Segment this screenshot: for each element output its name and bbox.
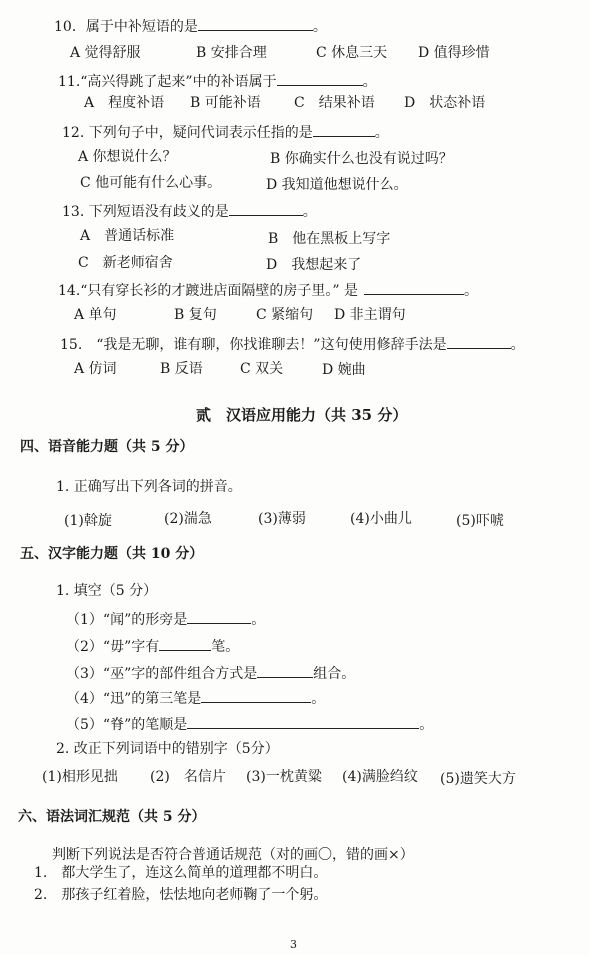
question-stem: 15. “我是无聊，谁有聊，你找谁聊去！”这句使用修辞手法是: [60, 337, 447, 353]
option-b: B 可能补语: [190, 95, 261, 111]
answer-blank[interactable]: [229, 201, 303, 216]
option-b: B 反语: [160, 361, 203, 377]
subquestion-title: 1. 填空（5 分）: [56, 583, 158, 599]
answer-blank[interactable]: [201, 688, 311, 703]
answer-blank[interactable]: [364, 280, 464, 295]
answer-blank[interactable]: [187, 714, 419, 729]
option-a: A 仿词: [74, 361, 117, 377]
option-d: D 婉曲: [322, 362, 366, 378]
fill-item-2: （2）“毋”字有 笔。: [66, 636, 239, 656]
word-item: (5)吓唬: [456, 513, 504, 529]
part-title: 贰 汉语应用能力（共 35 分）: [196, 406, 408, 424]
option-d: D 我知道他想说什么。: [266, 177, 408, 193]
option-c: C 休息三天: [316, 45, 388, 61]
option-c: C 结果补语: [294, 95, 375, 111]
answer-blank[interactable]: [159, 636, 211, 651]
option-a: A 程度补语: [84, 95, 165, 111]
fill-item-4: （4）“迅”的第三笔是 。: [66, 688, 325, 708]
option-b: B 安排合理: [196, 45, 267, 61]
word-item: (4)满脸绉纹: [342, 769, 418, 785]
question-stem: 12. 下列句子中，疑问代词表示任指的是: [62, 125, 313, 141]
word-item: (2)湍急: [164, 511, 212, 527]
option-b: B 他在黑板上写字: [268, 231, 391, 247]
judgement-item: 2. 那孩子红着脸，怯怯地向老师鞠了一个躬。: [34, 887, 328, 903]
question-15: 15. “我是无聊，谁有聊，你找谁聊去！”这句使用修辞手法是 。: [60, 334, 525, 354]
question-14: 14.“只有穿长衫的才踱进店面隔壁的房子里。” 是 。: [58, 280, 478, 300]
word-item: (3)一枕黄粱: [246, 769, 322, 785]
option-c: C 紧缩句: [256, 307, 314, 323]
option-a: A 觉得舒服: [70, 45, 141, 61]
answer-blank[interactable]: [187, 609, 251, 624]
option-c: C 他可能有什么心事。: [80, 175, 222, 191]
section-4-heading: 四、语音能力题（共 5 分）: [20, 439, 194, 455]
question-stem: 11.“高兴得跳了起来”中的补语属于: [58, 74, 277, 90]
word-item: (1)相形见拙: [42, 769, 118, 785]
word-item: (3)薄弱: [258, 511, 306, 527]
question-13: 13. 下列短语没有歧义的是 。: [62, 201, 317, 221]
option-d: D 我想起来了: [266, 257, 362, 273]
option-b: B 你确实什么也没有说过吗？: [270, 151, 453, 167]
answer-blank[interactable]: [198, 16, 313, 31]
option-a: A 你想说什么？: [78, 149, 177, 165]
question-stem: 13. 下列短语没有歧义的是: [62, 204, 229, 220]
question-10: 10．属于中补短语的是 。: [54, 16, 327, 36]
question-text: 1. 正确写出下列各词的拼音。: [56, 479, 242, 495]
option-d: D 值得珍惜: [418, 45, 490, 61]
option-a: A 普通话标准: [80, 228, 175, 244]
answer-blank[interactable]: [447, 334, 511, 349]
question-12: 12. 下列句子中，疑问代词表示任指的是 。: [62, 122, 389, 142]
question-stem: 10．属于中补短语的是: [54, 19, 198, 35]
section-5-heading: 五、汉字能力题（共 10 分）: [20, 546, 204, 562]
fill-item-5: （5）“脊”的笔顺是 。: [66, 714, 433, 734]
option-c: C 双关: [240, 361, 284, 377]
word-item: (5)遗笑大方: [440, 771, 516, 787]
answer-blank[interactable]: [257, 663, 313, 678]
option-d: D 状态补语: [404, 95, 486, 111]
section-6-heading: 六、语法词汇规范（共 5 分）: [18, 809, 206, 825]
fill-item-1: （1）“闻”的形旁是 。: [66, 609, 265, 629]
question-stem: 14.“只有穿长衫的才踱进店面隔壁的房子里。” 是: [58, 283, 359, 299]
option-b: B 复句: [174, 307, 217, 323]
question-11: 11.“高兴得跳了起来”中的补语属于 。: [58, 71, 377, 91]
answer-blank[interactable]: [313, 122, 375, 137]
judgement-item: 1. 都大学生了，连这么简单的道理都不明白。: [34, 865, 328, 881]
instruction-text: 判断下列说法是否符合普通话规范（对的画〇，错的画×）: [52, 847, 414, 863]
option-c: C 新老师宿舍: [78, 255, 173, 271]
option-a: A 单句: [74, 307, 117, 323]
word-item: (4)小曲儿: [350, 511, 412, 527]
word-item: (1)斡旋: [64, 513, 112, 529]
subquestion-title: 2. 改正下列词语中的错别字（5分）: [56, 741, 279, 757]
option-d: D 非主谓句: [334, 307, 406, 323]
page-number: 3: [290, 938, 297, 951]
fill-item-3: （3）“巫”字的部件组合方式是 组合。: [66, 663, 355, 683]
word-item: (2) 名信片: [150, 769, 226, 785]
answer-blank[interactable]: [277, 71, 363, 86]
